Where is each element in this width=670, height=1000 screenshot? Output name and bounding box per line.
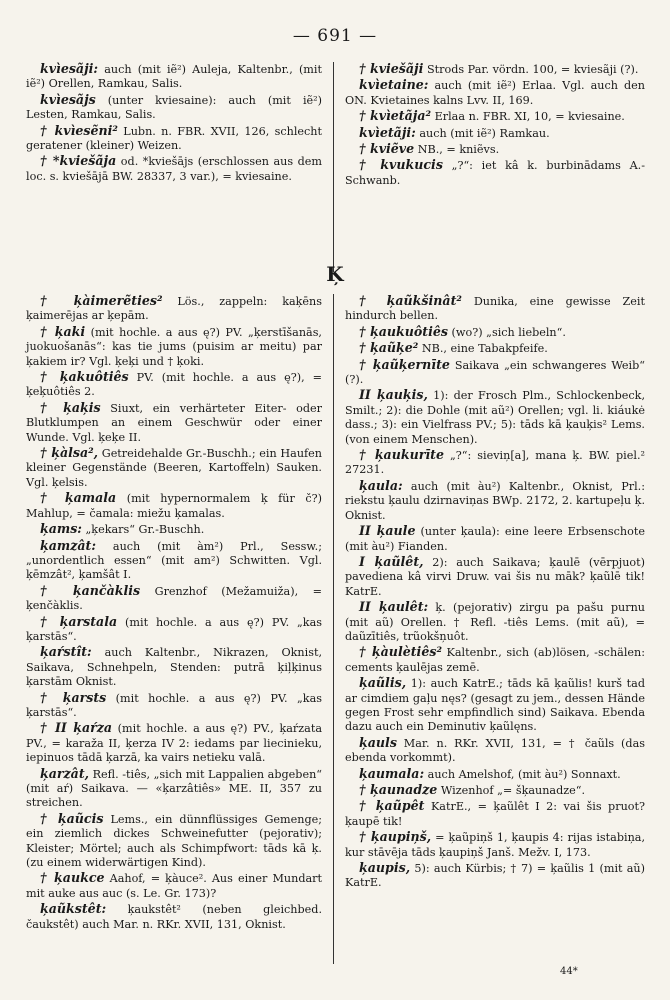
entry-definition: (unter ķaula): eine leere Erbsenschote (mit àu²) Fianden. — [345, 525, 645, 553]
entry-definition: (mit hochle. a aus ę?) PV., ķaŕzata PV., = karaža II, ķerza IV 2: iedams par liecinieku, iepinuos tādā ķarzā, ka vairs netieku valā. — [26, 722, 322, 765]
entry-headword: † ķaũkšinât² — [359, 293, 462, 308]
dictionary-entry — [26, 325, 322, 369]
entry-definition: (mit hochle. a aus ę?) PV. „kas ķarstās“. — [26, 691, 322, 719]
entry-headword: † ķaũķe² — [359, 340, 419, 356]
dictionary-entry — [26, 691, 322, 721]
section-letter: Ķ — [326, 262, 344, 286]
entry-headword: ķaumala: — [359, 765, 425, 781]
entry-headword: † II ķaŕza — [40, 720, 113, 736]
entry-definition: NB., eine Tabakpfeife. — [418, 342, 548, 356]
dictionary-entry — [345, 358, 645, 388]
entry-headword: † ķaķis — [40, 399, 101, 415]
entry-definition: Refl. -tiês, „sich mit Lappalien abgeben“ (mit aŕ) Saikava. — «ķarzâtiês» ME. II, 357 zu streichen. — [26, 767, 322, 810]
entry-definition: Dunika, eine gewisse Zeit hindurch bellen. — [345, 295, 645, 323]
dictionary-entry — [26, 446, 322, 490]
dictionary-entry — [345, 448, 645, 478]
page-number: — 691 — — [292, 26, 378, 46]
entry-definition: (unter kviesaine): auch (mit iẽ²) Lesten, Ramkau, Salis. — [26, 93, 322, 122]
dictionary-entry — [345, 861, 645, 891]
dictionary-entry — [26, 539, 322, 583]
entry-definition: „ķekars“ Gr.-Buschh. — [81, 523, 205, 537]
entry-headword: † ķaũķernīte — [359, 356, 450, 372]
column-top-right — [345, 62, 645, 189]
entry-headword: † kviešãji — [359, 61, 424, 76]
dictionary-entry — [26, 62, 322, 92]
entry-headword: II ķaule — [359, 523, 416, 539]
entry-definition: „?“: sieviņ[a], mana ķ. BW. piel.² 27231. — [345, 449, 645, 477]
entry-definition: PV. (mit hochle. a aus ę?), = ķeķuôtiês 2. — [26, 371, 322, 399]
entry-definition: Wizenhof „= šķaunadze“. — [437, 784, 586, 797]
entry-headword: † *kviešãja — [40, 153, 117, 169]
dictionary-entry — [345, 294, 645, 324]
entry-definition: Lös., zappeln: kaķēns ķaimerējas ar ķepām. — [26, 295, 322, 323]
entry-headword: † ķamala — [40, 490, 117, 506]
dictionary-entry — [345, 109, 645, 124]
entry-headword: † kvìetãja² — [359, 108, 432, 124]
entry-definition: (mit hochle. a aus ę?) PV. „kas ķarstās“. — [26, 615, 322, 643]
entry-definition: auch (mit iẽ²) Erlaa. Vgl. auch den ON. Kvietaines kalns Lvv. II, 169. — [345, 79, 645, 107]
dictionary-entry — [26, 294, 322, 324]
entry-definition: Siuxt, ein verhärteter Eiter- oder Blutklumpen an einem Geschwür oder einer Wunde. Vgl. ķeķe II. — [26, 401, 322, 444]
dictionary-entry — [26, 522, 322, 537]
entry-headword: kvìetãji: — [359, 124, 416, 140]
dictionary-entry — [26, 124, 322, 154]
entry-headword: † ķarsts — [40, 689, 107, 705]
column-divider-bottom — [333, 294, 334, 964]
entry-definition: Lubn. n. FBR. XVII, 126, schlecht geratener (kleiner) Weizen. — [26, 124, 322, 153]
dictionary-entry — [345, 600, 645, 644]
entry-headword: II ķauķis, — [359, 387, 428, 403]
dictionary-entry — [345, 341, 645, 356]
dictionary-entry — [345, 325, 645, 340]
dictionary-entry — [26, 370, 322, 400]
entry-headword: † ķàulètiês² — [359, 644, 442, 660]
entry-headword: † ķaũcis — [40, 810, 104, 826]
entry-definition: auch Amelshof, (mit àu²) Sonnaxt. — [424, 767, 621, 781]
entry-definition: „?“: iet kâ k. burbinādams A.-Schwanb. — [345, 159, 645, 187]
dictionary-entry — [345, 78, 645, 108]
entry-definition: Aahof, = ķàuce². Aus einer Mundart mit auke aus auc (s. Le. Gr. 173)? — [26, 872, 322, 900]
entry-definition: auch (mit àu²) Kaltenbr., Oknist, Prl.: riekstu ķaulu dzirnaviņas BWp. 2172, 2. kartupeļu ķ. Oknist. — [345, 479, 646, 522]
entry-headword: † ķaki — [40, 323, 86, 339]
entry-headword: † kvukucis — [359, 157, 443, 173]
entry-definition: KatrE., = ķaũlêt I 2: vai šis pruot? ķaupē tik! — [345, 800, 645, 828]
entry-headword: † ķaukuôtiês — [359, 323, 448, 339]
dictionary-entry — [26, 491, 322, 521]
dictionary-entry — [26, 871, 322, 901]
dictionary-entry — [345, 555, 645, 599]
dictionary-entry — [345, 783, 645, 798]
dictionary-entry — [26, 721, 322, 765]
entry-definition: (wo?) „sich liebeln“. — [448, 325, 566, 339]
entry-headword: ķaula: — [359, 477, 403, 493]
entry-definition: auch (mit iẽ²) Auleja, Kaltenbr., (mit iẽ²) Orellen, Ramkau, Salis. — [26, 63, 322, 91]
dictionary-entry — [345, 524, 645, 554]
entry-headword: † ķàlsa², — [40, 445, 99, 461]
dictionary-entry — [345, 142, 645, 157]
entry-definition: auch (mit iẽ²) Ramkau. — [415, 126, 550, 140]
entry-headword: † ķaukurīte — [359, 447, 445, 463]
entry-definition: Kaltenbr., sich (ab)lösen, -schälen: cements ķaulējas zemē. — [345, 646, 646, 674]
entry-definition: 1): auch KatrE.; tāds kā ķaũlis! kurš tad ar cimdiem gaļu nęs? (gesagt zu jem., dessen Hände gegen Frost sehr empfindlich sind) Saikava. Ebenda dazu auch ein Deminutiv ķaũlęns. — [345, 677, 645, 734]
entry-definition: 1): der Frosch Plm., Schlockenbeck, Smilt.; 2): die Dohle (mit aũ²) Orellen; vgl. li. kiáukė dass.; 3): ein Vielfrass PV.; 5): tāds kā ķauķis² Lems. (von einem Menschen). — [345, 389, 645, 446]
dictionary-entry — [345, 799, 645, 829]
dictionary-entry — [26, 584, 322, 614]
dictionary-entry — [345, 126, 645, 141]
dictionary-entry — [26, 812, 322, 871]
entry-definition: ķ. (pejorativ) zirgu pa pašu purnu (mit aũ) Orellen. † Refl. -tiês Lems. (mit aũ), = daũzītiês, trũokšņuôt. — [345, 601, 645, 643]
entry-headword: † ķančàklis — [40, 582, 141, 598]
entry-headword: ķaũlis, — [359, 675, 407, 691]
entry-definition: auch Kaltenbr., Nikrazen, Oknist, Saikava, Schnehpeln, Stenden: putrā ķiļķinus ķarstām Oknist. — [26, 646, 322, 689]
dictionary-entry — [26, 93, 322, 123]
column-bottom-right — [345, 294, 645, 892]
signature-mark: 44* — [560, 966, 578, 977]
entry-definition: ķaukstêt² (neben gleichbed. čaukstêt) auch Mar. n. RKr. XVII, 131, Oknist. — [26, 903, 322, 931]
entry-headword: † ķakuôtiês — [40, 369, 129, 385]
dictionary-entry — [26, 767, 322, 811]
dictionary-entry — [345, 479, 645, 523]
entry-headword: † ķaupiņš, — [359, 829, 432, 845]
entry-headword: kvìesãjs — [40, 91, 96, 107]
entry-definition: Grenzhof (Mežamuiža), = ķenčàklis. — [26, 584, 323, 613]
dictionary-entry — [345, 767, 645, 782]
dictionary-entry — [345, 736, 645, 766]
dictionary-entry — [26, 902, 322, 932]
column-top-left — [26, 62, 322, 185]
entry-definition: (mit hochle. a aus ę?) PV. „ķerstīšanās, juokuošanās“: kas tie jums (puisim ar meitu) par ķakiem ir? Vgl. ķeķi und † ķoki. — [26, 325, 322, 368]
entry-headword: † ķaunadze — [359, 782, 438, 797]
entry-headword: ķaupis, — [359, 860, 411, 876]
entry-headword: † ķaukce — [40, 870, 105, 886]
entry-definition: Saikava „ein schwangeres Weib“ (?). — [345, 358, 645, 387]
entry-definition: Getreidehalde Gr.-Buschh.; ein Haufen kleiner Gegenstände (Beeren, Kartoffeln) Sauken. Vgl. ķelsis. — [26, 447, 322, 489]
entry-headword: † ķàimerẽties² — [40, 293, 163, 308]
entry-headword: ķams: — [40, 521, 82, 537]
entry-definition: (mit hypernormalem ķ für č?) Mahlup, = čamala: miežu ķamalas. — [26, 492, 322, 520]
column-divider-top — [333, 62, 334, 272]
dictionary-entry — [345, 158, 645, 188]
dictionary-entry — [345, 676, 645, 735]
dictionary-entry — [26, 401, 322, 445]
entry-headword: ķauls — [359, 734, 397, 750]
entry-headword: II ķaulêt: — [359, 599, 429, 615]
entry-headword: kvìetaine: — [359, 77, 429, 93]
dictionary-entry — [345, 62, 645, 77]
dictionary-entry — [345, 830, 645, 860]
entry-headword: ķaũkstêt: — [40, 901, 107, 917]
entry-headword: kvìesãji: — [40, 61, 99, 76]
entry-definition: auch (mit àm²) Prl., Sessw.; „unordentlich essen“ (mit am²) Schwitten. Vgl. ķēmzât², ķamšât I. — [26, 539, 322, 582]
dictionary-entry — [345, 388, 645, 447]
entry-definition: = ķaũpiņš 1, ķaupis 4: rijas istabiņa, kur stāvēja tāds ķaupiņš Janš. Mežv. I, 173. — [345, 831, 646, 859]
entry-definition: NB., = kniẽvs. — [414, 143, 500, 157]
entry-headword: † ķaũpêt — [359, 798, 425, 814]
dictionary-entry — [26, 645, 322, 689]
entry-definition: Strods Par. vördn. 100, = kviesãji (?). — [423, 63, 639, 76]
entry-headword: † kviẽve — [359, 141, 415, 157]
entry-headword: ķamzât: — [40, 537, 96, 553]
dictionary-entry — [26, 615, 322, 645]
entry-definition: Lems., ein dünnflüssiges Gemenge; ein ziemlich dickes Schweinefutter (pejorativ); Kleister; Mörtel; auch als Schimpfwort: tāds kā ķ. (zu einem widerwärtigen Kind). — [26, 812, 322, 870]
entry-definition: Mar. n. RKr. XVII, 131, = † čaũls (das ebenda vorkommt). — [345, 736, 645, 765]
entry-headword: † ķarstala — [40, 613, 118, 629]
entry-headword: ķarzât, — [40, 765, 90, 781]
entry-headword: † kvìesẽni² — [40, 122, 118, 138]
entry-definition: Erlaa n. FBR. XI, 10, = kviesaine. — [431, 110, 625, 124]
dictionary-entry — [345, 645, 645, 675]
entry-definition: 2): auch Saikava; ķaulē (vērpjuot) pavediena kâ virvi Druw. vai šis nu māk? ķaũlē tik! KatrE. — [345, 555, 645, 598]
entry-definition: od. *kviešājs (erschlossen aus dem loc. s. kviešājā BW. 28337, 3 var.), = kviesaine. — [26, 155, 322, 183]
entry-headword: ķaŕstît: — [40, 644, 92, 660]
entry-definition: 5): auch Kürbis; † 7) = ķaũlis 1 (mit aũ) KatrE. — [345, 862, 645, 890]
entry-headword: I ķaũlêt, — [359, 553, 424, 569]
column-bottom-left — [26, 294, 322, 933]
dictionary-entry — [26, 154, 322, 184]
